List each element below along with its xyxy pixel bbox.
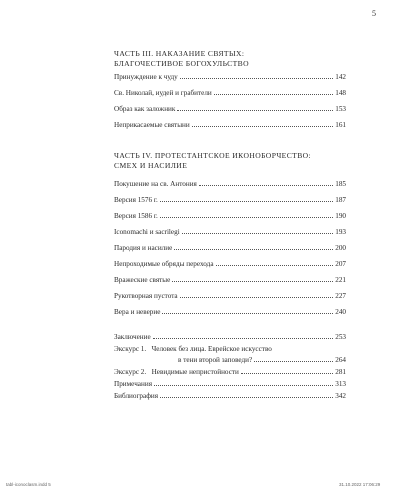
part3-entries <box>114 70 346 140</box>
toc-entry-label: Iconomachi и sacrilegi <box>114 228 180 236</box>
part3-title-line1: ЧАСТЬ III. НАКАЗАНИЕ СВЯТЫХ: <box>114 49 245 58</box>
toc-entry[interactable] <box>114 73 346 82</box>
toc-entry-page: 227 <box>335 292 346 300</box>
toc-entry-label: Экскурс 2. Невидимые непристойности <box>114 368 239 376</box>
toc-entry-page: 193 <box>335 228 346 236</box>
toc-entry-page: 153 <box>335 105 346 113</box>
toc-entry-excursus1[interactable] <box>178 356 346 365</box>
dot-leader <box>160 396 333 398</box>
toc-entry[interactable] <box>114 244 346 253</box>
toc-entry-label: Покушение на св. Антония <box>114 180 197 188</box>
toc-entry-label: Заключение <box>114 333 151 341</box>
toc-entry-excursus1-label[interactable]: Экскурс 1. Человек без лица. Еврейское искусство <box>114 345 272 353</box>
dot-leader <box>216 264 334 266</box>
dot-leader <box>172 280 333 282</box>
dot-leader <box>180 77 333 79</box>
toc-entry-page: 187 <box>335 196 346 204</box>
toc-entry-page: 200 <box>335 244 346 252</box>
toc-entry-label: Версия 1586 г. <box>114 212 158 220</box>
dot-leader <box>154 384 333 386</box>
dot-leader <box>214 93 333 95</box>
toc-entry-label: Неприкасаемые святыни <box>114 121 190 129</box>
toc-entry-page: 313 <box>335 380 346 388</box>
dot-leader <box>180 296 334 298</box>
toc-entry-label: Примечания <box>114 380 152 388</box>
toc-entry[interactable] <box>114 89 346 98</box>
part4-title-line1: ЧАСТЬ IV. ПРОТЕСТАНТСКОЕ ИКОНОБОРЧЕСТВО: <box>114 151 312 160</box>
toc-entry[interactable] <box>114 292 346 301</box>
toc-entry-label: Непроходимые обряды перехода <box>114 260 214 268</box>
toc-entry-page: 281 <box>335 368 346 376</box>
toc-entry-bibliography[interactable] <box>114 392 346 401</box>
part3-section <box>114 49 346 69</box>
toc-entry-label: Вера и неверие <box>114 308 161 316</box>
dot-leader <box>160 216 333 218</box>
dot-leader <box>199 184 333 186</box>
dot-leader <box>162 312 333 314</box>
toc-entry[interactable] <box>114 308 346 317</box>
toc-entry[interactable] <box>114 121 346 130</box>
toc-entry[interactable] <box>114 180 346 189</box>
toc-entry-label: Св. Николай, иудей и грабители <box>114 89 212 97</box>
toc-entry[interactable] <box>114 276 346 285</box>
dot-leader <box>177 109 333 111</box>
toc-entry-page: 185 <box>335 180 346 188</box>
toc-entry-label: в тени второй заповеди? <box>178 356 253 364</box>
dot-leader <box>241 372 333 374</box>
toc-entry-notes[interactable] <box>114 380 346 389</box>
toc-entry-excursus2[interactable] <box>114 368 346 377</box>
back-matter <box>114 333 346 413</box>
toc-entry-page: 221 <box>335 276 346 284</box>
toc-entry-label: Вражеские святые <box>114 276 171 284</box>
part4-section <box>114 151 346 171</box>
toc-entry[interactable] <box>114 228 346 237</box>
toc-entry-page: 253 <box>335 333 346 341</box>
page-number: 5 <box>372 9 376 18</box>
dot-leader <box>254 360 333 362</box>
toc-entry[interactable] <box>114 260 346 269</box>
dot-leader <box>160 200 333 202</box>
toc-entry-label: Рукотворная пустота <box>114 292 178 300</box>
toc-entry-label: Версия 1576 г. <box>114 196 158 204</box>
part3-title-line2: БЛАГОЧЕСТИВОЕ БОГОХУЛЬСТВО <box>114 59 250 68</box>
toc-entry[interactable] <box>114 196 346 205</box>
toc-entry[interactable] <box>114 212 346 221</box>
toc-entry-page: 240 <box>335 308 346 316</box>
dot-leader <box>182 232 334 234</box>
toc-entry-page: 264 <box>335 356 346 364</box>
toc-entry-label: Образ как заложник <box>114 105 176 113</box>
toc-entry-page: 190 <box>335 212 346 220</box>
toc-entry[interactable] <box>114 105 346 114</box>
dot-leader <box>153 337 334 339</box>
toc-entry-label: Пародия и насилие <box>114 244 173 252</box>
print-slug-right: 31.10.2022 17:06:29 <box>339 482 381 487</box>
toc-entry-label: Библиография <box>114 392 159 400</box>
part4-entries <box>114 172 346 322</box>
part4-title-line2: СМЕХ И НАСИЛИЕ <box>114 161 188 170</box>
toc-entry-page: 342 <box>335 392 346 400</box>
dot-leader <box>192 125 333 127</box>
toc-entry-page: 207 <box>335 260 346 268</box>
print-slug-left: tabl-iconoclasm.indd 5 <box>6 482 51 487</box>
toc-entry-label: Принуждение к чуду <box>114 73 178 81</box>
toc-entry-conclusion[interactable] <box>114 333 346 342</box>
toc-entry-page: 148 <box>335 89 346 97</box>
toc-entry-page: 142 <box>335 73 346 81</box>
toc-entry-page: 161 <box>335 121 346 129</box>
dot-leader <box>174 248 333 250</box>
